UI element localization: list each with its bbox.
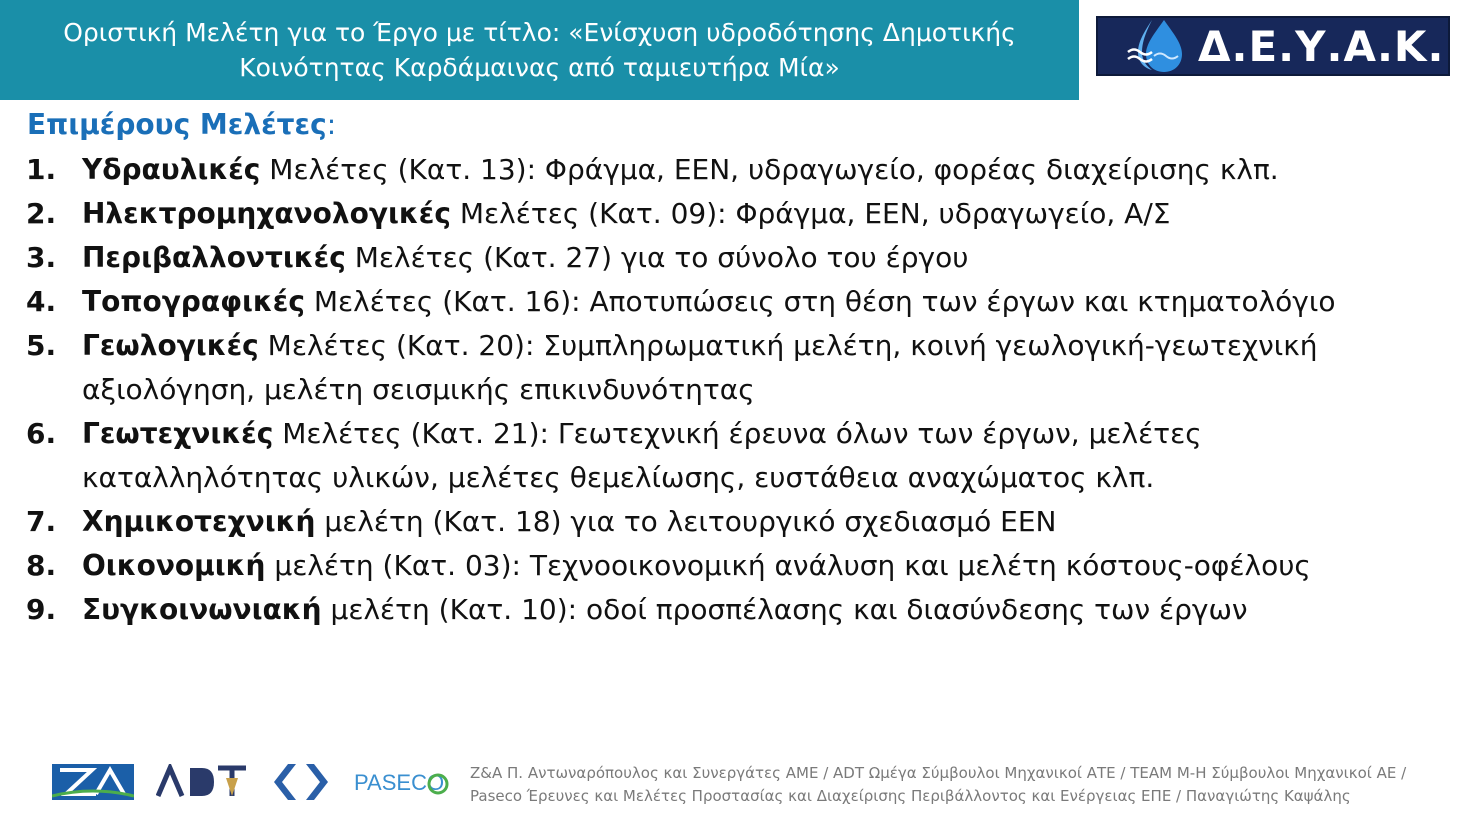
list-item <box>26 412 1446 500</box>
section-title <box>27 108 336 141</box>
header-bar <box>0 0 1079 100</box>
list-item-text <box>82 588 1412 632</box>
footer-credits <box>470 762 1460 808</box>
logo-text: Δ.Ε.Υ.Α.Κ. <box>1198 21 1445 71</box>
list-item <box>26 192 1446 236</box>
header-title-line1: Οριστική Μελέτη για το Έργο με τίτλο: «Ενίσχυση υδροδότησης Δημοτικής <box>63 18 1016 47</box>
list-item-number: 5. <box>26 329 57 362</box>
list-item-description: Μελέτες (Κατ. 16): Αποτυπώσεις στη θέση των έργων και κτηματολόγιο <box>304 285 1336 318</box>
list-item-description: Μελέτες (Κατ. 09): Φράγμα, ΕΕΝ, υδραγωγείο, Α/Σ <box>450 197 1171 230</box>
paseco-logo-text: PASECO <box>354 770 445 795</box>
list-item-number: 8. <box>26 549 57 582</box>
list-item-description: Μελέτες (Κατ. 20): Συμπληρωματική μελέτη, κοινή γεωλογική-γεωτεχνική αξιολόγηση, μελέτη σεισμικής επικινδυνότητας <box>82 329 1318 406</box>
list-item-category: Χημικοτεχνική <box>82 505 316 538</box>
list-item <box>26 500 1446 544</box>
list-item-category: Τοπογραφικές <box>82 285 305 318</box>
list-item-category: Ηλεκτρομηχανολογικές <box>82 197 451 230</box>
list-item-description: Μελέτες (Κατ. 13): Φράγμα, ΕΕΝ, υδραγωγείο, φορέας διαχείρισης κλπ. <box>260 153 1279 186</box>
section-title-colon: : <box>326 108 337 141</box>
list-item-category: Περιβαλλοντικές <box>82 241 346 274</box>
list-item-text <box>82 280 1412 324</box>
footer-logos <box>52 760 472 804</box>
list-item-description: Μελέτες (Κατ. 21): Γεωτεχνική έρευνα όλων των έργων, μελέτες καταλληλότητας υλικών, μελέτες θεμελίωσης, ευστάθεια αναχώματος κλπ. <box>82 417 1202 494</box>
list-item-description: Μελέτες (Κατ. 27) για το σύνολο του έργου <box>345 241 969 274</box>
water-drop-icon <box>1124 16 1194 76</box>
list-item-description: μελέτη (Κατ. 18) για το λειτουργικό σχεδιασμό ΕΕΝ <box>315 505 1057 538</box>
list-item-category: Γεωλογικές <box>82 329 259 362</box>
team-logo-icon <box>270 762 332 802</box>
list-item-text <box>82 500 1412 544</box>
section-title-text: Επιμέρους Μελέτες <box>27 108 327 141</box>
list-item-text <box>82 148 1412 192</box>
list-item-text <box>82 544 1412 588</box>
list-item-category: Υδραυλικές <box>82 153 261 186</box>
list-item-description: μελέτη (Κατ. 03): Τεχνοοικονομική ανάλυση και μελέτη κόστους-οφέλους <box>265 549 1311 582</box>
list-item-number: 1. <box>26 153 57 186</box>
list-item <box>26 588 1446 632</box>
list-item-number: 6. <box>26 417 57 450</box>
footer-credits-line2: Paseco Έρευνες και Μελέτες Προστασίας και Διαχείρισης Περιβάλλοντος και Ενέργειας ΕΠΕ / Παναγιώτης Καψάλης <box>470 787 1351 805</box>
list-item-number: 2. <box>26 197 57 230</box>
list-item-category: Γεωτεχνικές <box>82 417 274 450</box>
list-item-category: Συγκοινωνιακή <box>82 593 322 626</box>
list-item-text <box>82 192 1412 236</box>
list-item <box>26 280 1446 324</box>
list-item-number: 9. <box>26 593 57 626</box>
list-item-number: 7. <box>26 505 57 538</box>
list-item-number: 3. <box>26 241 57 274</box>
list-item-description: μελέτη (Κατ. 10): οδοί προσπέλασης και διασύνδεσης των έργων <box>321 593 1248 626</box>
deyak-logo <box>1096 16 1450 76</box>
adt-logo <box>156 764 248 800</box>
list-item-text <box>82 236 1412 280</box>
za-logo-icon <box>52 764 134 800</box>
list-item <box>26 148 1446 192</box>
paseco-logo <box>354 764 450 800</box>
header-title-line2: Κοινότητας Καρδάμαινας από ταμιευτήρα Μία» <box>239 53 840 82</box>
study-list <box>26 148 1446 632</box>
list-item-text <box>82 412 1412 500</box>
list-item <box>26 324 1446 412</box>
footer-credits-line1: Ζ&Α Π. Αντωναρόπουλος και Συνεργάτες ΑΜΕ / ADT Ωμέγα Σύμβουλοι Μηχανικοί ΑΤΕ / TEAM Μ-Η Σύμβουλοι Μηχανικοί ΑΕ / <box>470 764 1407 782</box>
list-item-category: Οικονομική <box>82 549 266 582</box>
list-item-number: 4. <box>26 285 57 318</box>
list-item-text <box>82 324 1412 412</box>
list-item <box>26 236 1446 280</box>
list-item <box>26 544 1446 588</box>
